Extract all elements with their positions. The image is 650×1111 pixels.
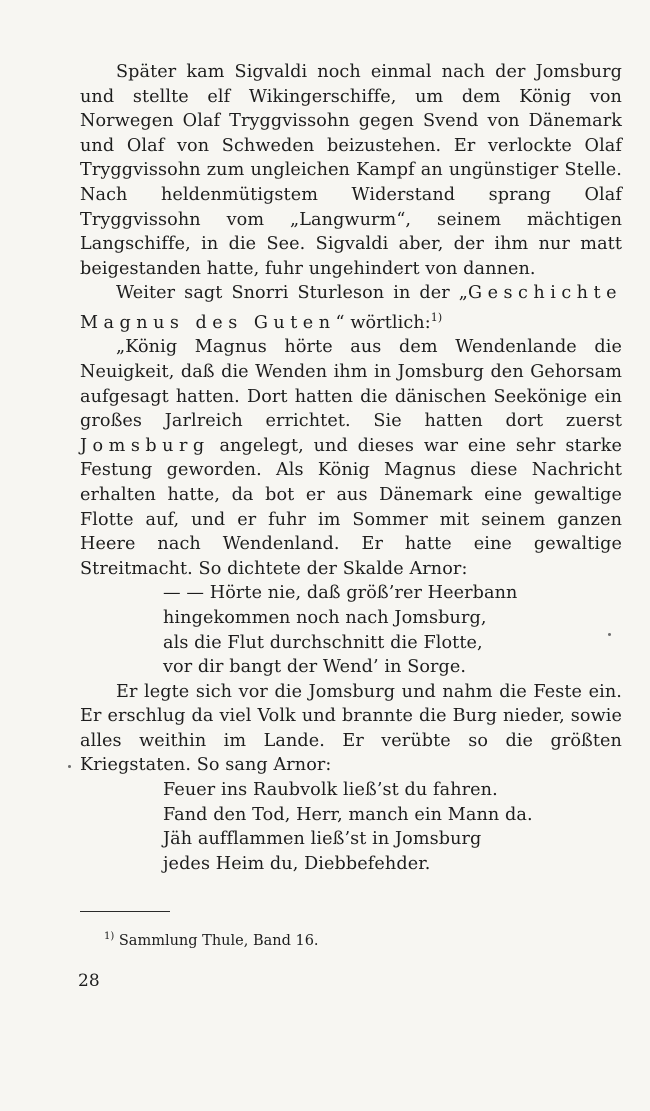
verse-line: Jäh aufflammen ließ’st in Jomsburg <box>163 829 482 850</box>
footnote-marker: 1) <box>104 931 115 942</box>
paragraph-sigvaldi <box>80 60 622 281</box>
quote-intro-text: Weiter sagt Snorri Sturleson in der „ <box>116 283 469 304</box>
king-magnus-text-start: „König Magnus hörte aus dem Wendenlande die Neuigkeit, daß die Wenden ihm in Jomsburg den Gehorsam aufgesagt hatten. Dort hatten die dänischen Seekönige ein großes Jarlreich errichtet. Sie hatten dort zuerst <box>80 337 622 432</box>
paragraph-snorri-quote-intro <box>80 281 622 335</box>
jomsburg-emphasis: Jomsburg <box>80 435 210 456</box>
body-text <box>80 60 622 876</box>
verse-line: — — Hörte nie, daß größ’rer Heerbann <box>163 583 518 604</box>
margin-speck <box>608 633 611 636</box>
verse-stanza-1 <box>163 581 622 679</box>
verse-stanza-2 <box>163 778 622 876</box>
verse-line: als die Flut durchschnitt die Flotte, <box>163 632 483 653</box>
verse-line: hingekommen noch nach Jomsburg, <box>163 607 487 628</box>
footnote-text: Sammlung Thule, Band 16. <box>118 932 319 949</box>
footnote-divider <box>80 911 170 912</box>
saga-title: Geschichte Magnus des Guten <box>80 283 622 333</box>
margin-speck <box>68 765 71 768</box>
footnote-reference: 1) <box>430 310 443 324</box>
footnote <box>104 927 319 951</box>
verse-line: jedes Heim du, Diebbefehder. <box>163 853 431 874</box>
verse-line: Feuer ins Raubvolk ließ’st du fahren. <box>163 780 498 801</box>
paragraph-sigvaldi-text: Später kam Sigvaldi noch einmal nach der Jomsburg und stellte elf Wikingerschiffe, um dem König von Norwegen Olaf Tryggvissohn gegen Svend von Dänemark und Olaf von Schweden beizustehen. Er verlockte Olaf Tryggvissohn zum ungleichen Kampf an ungünstiger Stelle. Nach heldenmütigstem Widerstand sprang Olaf Tryggvissohn vom „Langwurm“, seinem mächtigen Langschiffe, in die See. Sigvaldi aber, der ihm nur matt beigestanden hatte, fuhr ungehindert von dannen. <box>80 62 622 279</box>
king-magnus-text-end: angelegt, und dieses war eine sehr starke Festung geworden. Als König Magnus diese Nachricht erhalten hatte, da bot er aus Dänemark eine gewaltige Flotte auf, und er fuhr im Sommer mit seinem ganzen Heere nach Wendenland. Er hatte eine gewaltige Streitmacht. So dichtete der Skalde Arnor: <box>80 435 622 579</box>
quote-intro-closing: “ wörtlich: <box>335 312 431 333</box>
paragraph-siege <box>80 680 622 778</box>
verse-line: Fand den Tod, Herr, manch ein Mann da. <box>163 804 533 825</box>
paragraph-siege-text: Er legte sich vor die Jomsburg und nahm die Feste ein. Er erschlug da viel Volk und brannte die Burg nieder, sowie alles weithin im Lande. Er verübte so die größten Kriegstaten. So sang Arnor: <box>80 681 622 776</box>
page-number: 28 <box>78 971 100 991</box>
verse-line: vor dir bangt der Wend’ in Sorge. <box>163 657 467 678</box>
paragraph-king-magnus <box>80 335 622 581</box>
